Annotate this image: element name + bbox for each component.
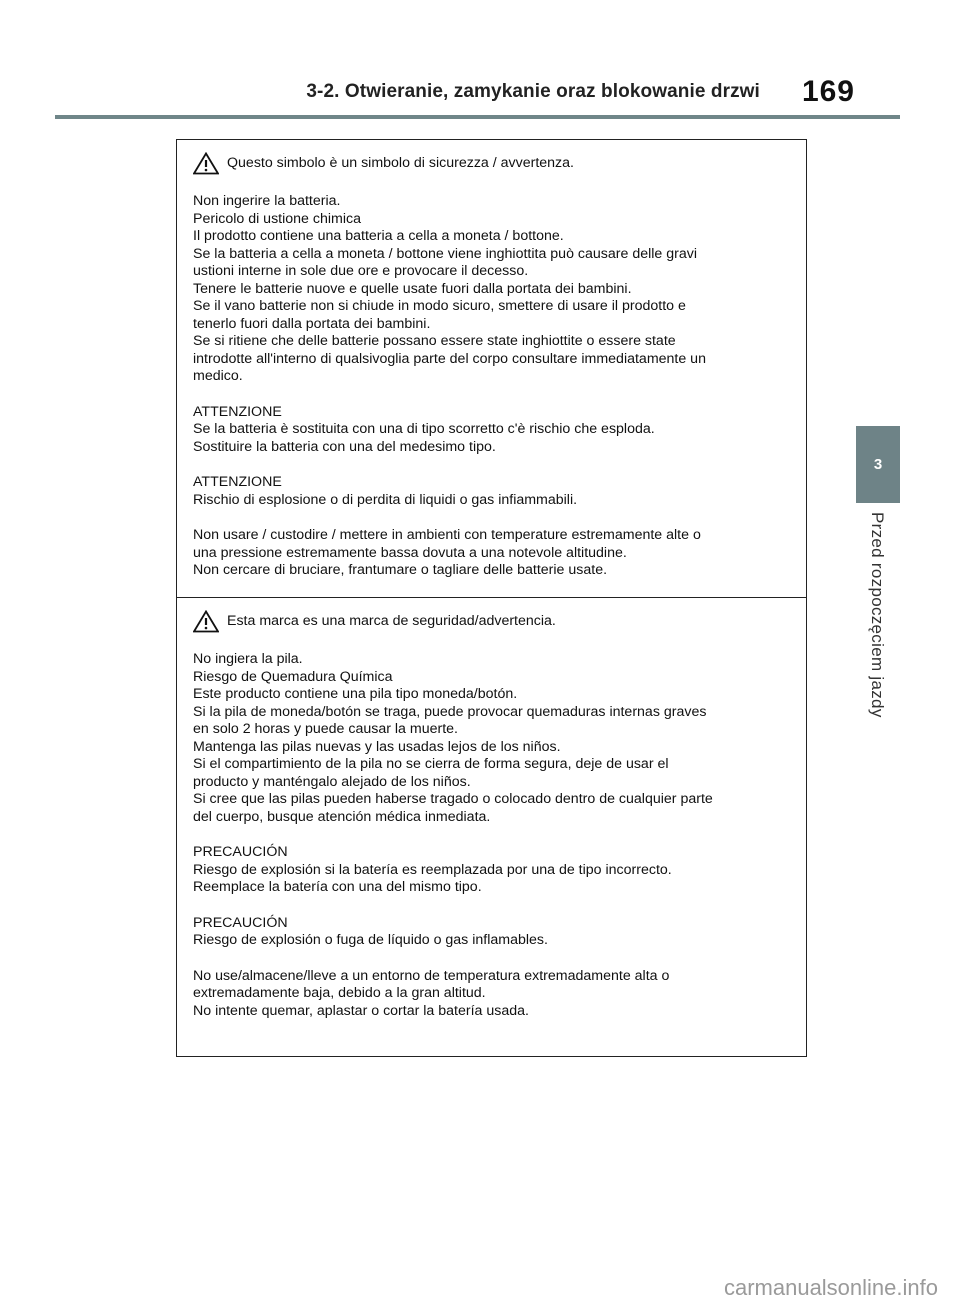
text-line: Il prodotto contiene una batteria a cella a moneta / bottone. bbox=[193, 228, 564, 244]
text-line: Se la batteria a cella a moneta / bottone viene inghiottita può causare delle gravi bbox=[193, 245, 697, 262]
paragraph bbox=[193, 404, 792, 457]
header-rule bbox=[55, 115, 900, 119]
text-line: en solo 2 horas y puede causar la muerte. bbox=[193, 721, 458, 737]
section-title: 3-2. Otwieranie, zamykanie oraz blokowanie drzwi bbox=[306, 81, 760, 102]
warning-heading bbox=[193, 152, 792, 175]
warning-box-spanish bbox=[176, 597, 807, 1057]
chapter-tab bbox=[856, 426, 900, 503]
page-header bbox=[0, 72, 855, 112]
chapter-label: Przed rozpoczęciem jazdy bbox=[868, 512, 887, 718]
warning-box-italian bbox=[176, 139, 807, 598]
paragraph bbox=[193, 968, 792, 1021]
text-line: No ingiera la pila. bbox=[193, 651, 303, 667]
text-line: Riesgo de explosión si la batería es reemplazada por una de tipo incorrecto. bbox=[193, 861, 672, 878]
text-line: Pericolo di ustione chimica bbox=[193, 210, 361, 227]
text-line: extremadamente baja, debido a la gran altitud. bbox=[193, 985, 486, 1001]
text-line: PRECAUCIÓN bbox=[193, 844, 288, 860]
text-line: PRECAUCIÓN bbox=[193, 914, 288, 931]
text-line: tenerlo fuori dalla portata dei bambini. bbox=[193, 315, 431, 332]
text-line: Tenere le batterie nuove e quelle usate fuori dalla portata dei bambini. bbox=[193, 280, 632, 297]
text-line: ATTENZIONE bbox=[193, 474, 282, 490]
watermark: carmanualsonline.info bbox=[723, 1275, 938, 1300]
text-line: medico. bbox=[193, 368, 243, 384]
paragraph bbox=[193, 527, 792, 580]
text-line: producto y manténgalo alejado de los niños. bbox=[193, 773, 471, 790]
paragraph bbox=[193, 844, 792, 897]
text-line: Se la batteria è sostituita con una di tipo scorretto c'è rischio che esploda. bbox=[193, 421, 655, 437]
text-line: Si la pila de moneda/botón se traga, puede provocar quemaduras internas graves bbox=[193, 703, 707, 720]
paragraph bbox=[193, 474, 792, 509]
text-line: Non cercare di bruciare, frantumare o tagliare delle batterie usate. bbox=[193, 562, 608, 578]
text-line: Riesgo de explosión o fuga de líquido o gas inflamables. bbox=[193, 932, 548, 948]
text-line: Si cree que las pilas pueden haberse tragado o colocado dentro de cualquier parte bbox=[193, 791, 713, 807]
text-line: Sostituire la batteria con una del medesimo tipo. bbox=[193, 438, 496, 455]
text-line: Non ingerire la batteria. bbox=[193, 193, 341, 209]
text-line: ustioni interne in sole due ore e provocare il decesso. bbox=[193, 263, 529, 279]
text-line: No intente quemar, aplastar o cortar la batería usada. bbox=[193, 1002, 529, 1019]
warning-triangle-icon bbox=[193, 610, 219, 633]
text-line: No use/almacene/lleve a un entorno de temperatura extremadamente alta o bbox=[193, 967, 670, 984]
text-line: Si el compartimiento de la pila no se cierra de forma segura, deje de usar el bbox=[193, 756, 669, 772]
warning-heading-text: Esta marca es una marca de seguridad/advertencia. bbox=[227, 612, 556, 629]
chapter-number: 3 bbox=[873, 456, 883, 473]
text-line: Se si ritiene che delle batterie possano essere state inghiottite o essere state bbox=[193, 333, 676, 349]
text-line: ATTENZIONE bbox=[193, 403, 282, 420]
text-line: Este producto contiene una pila tipo moneda/botón. bbox=[193, 686, 518, 702]
paragraph bbox=[193, 651, 792, 826]
warning-heading bbox=[193, 610, 792, 633]
text-line: una pressione estremamente bassa dovuta a una notevole altitudine. bbox=[193, 544, 627, 561]
text-line: Se il vano batterie non si chiude in modo sicuro, smettere di usare il prodotto e bbox=[193, 298, 686, 314]
text-line: Mantenga las pilas nuevas y las usadas lejos de los niños. bbox=[193, 738, 561, 755]
text-line: Non usare / custodire / mettere in ambienti con temperature estremamente alte o bbox=[193, 527, 701, 543]
warning-heading-text: Questo simbolo è un simbolo di sicurezza / avvertenza. bbox=[227, 154, 574, 171]
page-number: 169 bbox=[801, 75, 855, 108]
text-line: introdotte all'interno di qualsivoglia parte del corpo consultare immediatamente un bbox=[193, 350, 706, 367]
paragraph bbox=[193, 915, 792, 950]
text-line: Rischio di esplosione o di perdita di liquidi o gas infiammabili. bbox=[193, 491, 578, 508]
paragraph bbox=[193, 193, 792, 386]
text-line: Riesgo de Quemadura Química bbox=[193, 668, 393, 685]
warning-triangle-icon bbox=[193, 152, 219, 175]
text-line: del cuerpo, busque atención médica inmediata. bbox=[193, 808, 491, 825]
text-line: Reemplace la batería con una del mismo tipo. bbox=[193, 879, 482, 895]
